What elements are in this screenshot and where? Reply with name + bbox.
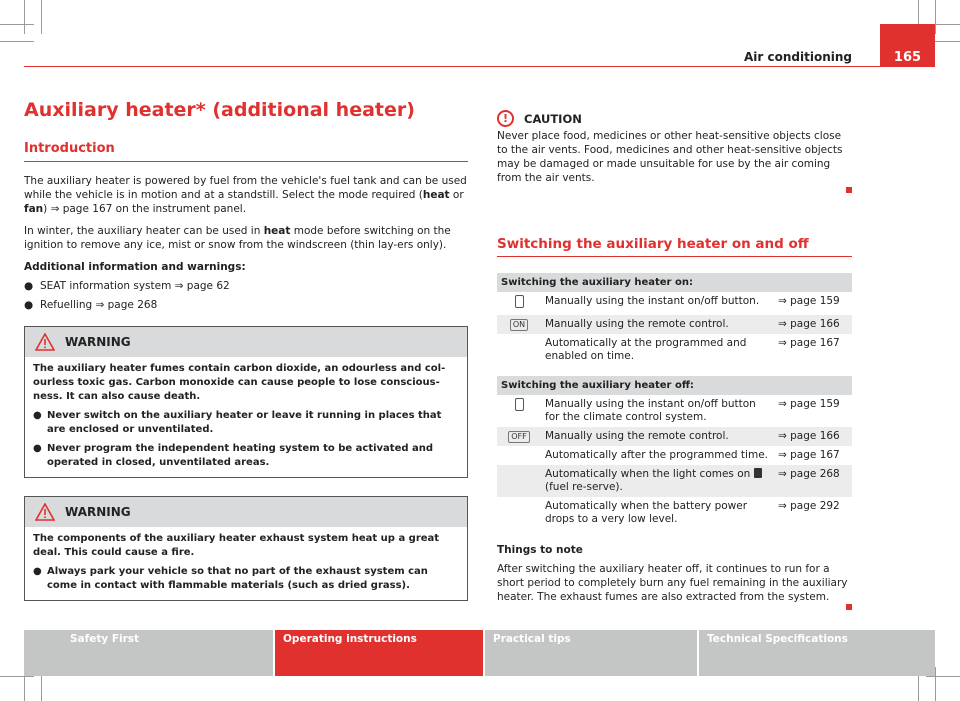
link-refuelling[interactable]: Refuelling ⇒ page 268 [40,299,158,311]
crop-mark [926,676,960,677]
table-heading: Switching the auxiliary heater off: [497,376,852,395]
warning-header [25,327,467,357]
section-title-switching: Switching the auxiliary heater on and off [497,235,852,257]
list-item [24,298,468,312]
warning-text: The components of the auxiliary heater exhaust system heat up a great deal. This could cause a fire. [33,533,440,558]
warning-box-1 [24,326,468,478]
things-to-note-text: After switching the auxiliary heater off, it continues to run for a short period to completely burn any fuel remaining in the auxiliary heater. The exhaust fumes are also extracted from the system. [497,563,848,603]
page-link[interactable]: ⇒ page 292 [778,500,840,512]
crop-mark [935,0,936,34]
crop-mark [24,0,25,34]
tab-technical-specifications[interactable]: Technical Specifications [699,630,935,676]
link-seat-info-system[interactable]: SEAT information system ⇒ page 62 [40,280,230,292]
end-mark-icon [846,187,852,193]
page-title: Auxiliary heater* (additional heater) [24,99,415,121]
page-link[interactable]: ⇒ page 167 [778,449,840,461]
tab-operating-instructions[interactable]: Operating instructions [275,630,483,676]
tab-safety-first[interactable]: Safety First [24,630,273,676]
table-switch-on [497,273,852,366]
warning-triangle-icon [35,333,55,351]
table-row: Automatically when the light comes on (fuel re-serve). ⇒ page 268 [497,465,852,497]
additional-info-heading: Additional information and warnings: [24,261,246,273]
table-row: ON Manually using the remote control. ⇒ page 166 [497,315,852,334]
page-link[interactable]: ⇒ page 268 [774,465,852,497]
section-title-introduction: Introduction [24,140,468,162]
off-badge-icon: OFF [508,431,530,443]
list-item: ● Always park your vehicle so that no part of the exhaust system can come in contact with flammable materials (such as dried grass). [33,566,428,591]
end-mark-icon [846,604,852,610]
page-link[interactable]: ⇒ page 167 [778,337,840,349]
bullet-icon: ● [33,443,42,454]
intro-paragraph-2: In winter, the auxiliary heater can be used in heat mode before switching on the ignition to remove any ice, mist or snow from the windscreen (thin lay-ers only). [24,225,451,251]
warning-text: The auxiliary heater fumes contain carbon dioxide, an odourless and col-ourless toxic gas. Carbon monoxide can cause people to lose conscious-ness. It can also cause death. [33,363,446,402]
warning-box-2 [24,496,468,601]
warning-content [25,357,467,477]
page-link[interactable]: ⇒ page 159 [778,398,840,410]
caution-heading [497,110,852,127]
caution-icon: ! [497,110,514,127]
warning-title: WARNING [65,505,131,519]
table-row: Automatically when the battery power drops to a very low level. ⇒ page 292 [497,497,852,529]
crop-mark [0,24,34,25]
left-column [24,98,468,601]
table-heading: Switching the auxiliary heater on: [497,273,852,292]
footer-nav [24,630,935,676]
intro-paragraph-1: The auxiliary heater is powered by fuel from the vehicle's fuel tank and can be used while the vehicle is in motion and at a standstill. Select the mode required (heat or fan) ⇒ page 167 on the instrument panel. [24,175,467,215]
caution-text: Never place food, medicines or other heat-sensitive objects close to the air vents. Food, medicines and other heat-sensitive objects may be damaged or made unsuitable for use by the air coming from the air vents. [497,130,843,184]
crop-mark [41,0,42,34]
header-rule [24,66,880,67]
crop-mark [0,41,34,42]
table-row: Automatically after the programmed time. ⇒ page 167 [497,446,852,465]
page-link[interactable]: ⇒ page 166 [774,427,852,446]
on-badge-icon: ON [510,319,528,331]
crop-mark [935,667,936,701]
bullet-icon: ● [24,280,34,292]
warning-title: WARNING [65,335,131,349]
things-to-note-heading: Things to note [497,544,583,556]
running-head: Air conditioning [744,50,852,64]
warning-content [25,527,467,600]
table-row: Manually using the instant on/off button. ⇒ page 159 [497,292,852,315]
bullet-icon: ● [33,566,42,577]
crop-mark [0,676,34,677]
warning-triangle-icon [35,503,55,521]
page-number: 165 [880,24,935,67]
tab-practical-tips[interactable]: Practical tips [485,630,697,676]
phone-icon [515,398,524,411]
bullet-icon: ● [33,410,42,421]
right-column [497,110,852,614]
caution-title: CAUTION [524,111,582,126]
warning-header [25,497,467,527]
fuel-icon [754,468,762,478]
table-row: Automatically at the programmed and enabled on time. ⇒ page 167 [497,334,852,366]
phone-icon [515,295,524,308]
list-item [24,279,468,293]
table-switch-off [497,376,852,529]
table-row: OFF Manually using the remote control. ⇒ page 166 [497,427,852,446]
bullet-icon: ● [24,299,34,311]
list-item: ● Never program the independent heating system to be activated and operated in closed, unventilated areas. [33,443,434,468]
list-item: ● Never switch on the auxiliary heater or leave it running in places that are enclosed or unventilated. [33,410,442,435]
table-row: Manually using the instant on/off button for the climate control system. ⇒ page 159 [497,395,852,427]
page-link[interactable]: ⇒ page 159 [778,295,840,307]
end-marker [497,183,852,197]
page-link[interactable]: ⇒ page 166 [774,315,852,334]
